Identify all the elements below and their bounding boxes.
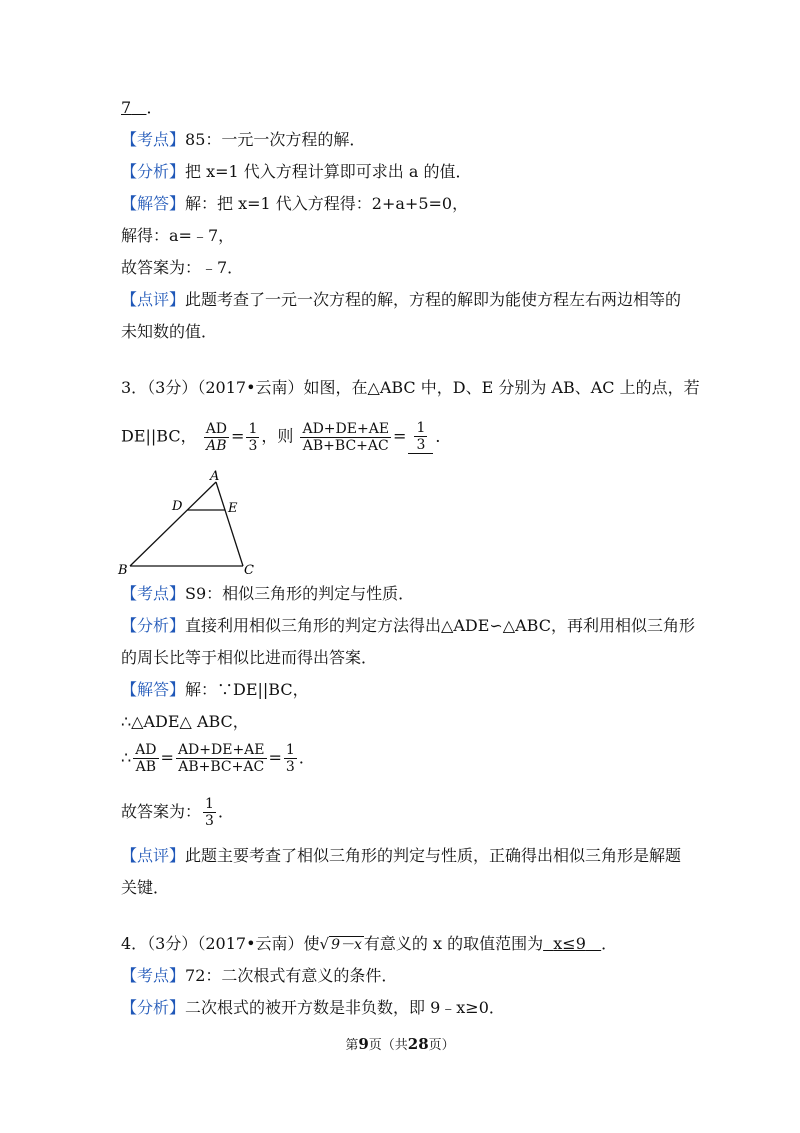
q2-kaodian	[121, 128, 365, 152]
q4-answer-blank: x≤9	[553, 934, 586, 953]
q2-step2: 故答案为：﹣7．	[121, 258, 244, 277]
triangle-figure	[114, 470, 264, 582]
q3-stem: 3．（3分）（2017•云南）如图，在△ABC 中，D、E 分别为 AB、AC 上的点，若	[121, 378, 700, 397]
kaodian-text: 85：一元一次方程的解．	[185, 130, 366, 149]
q4-stem: 4．（3分）（2017•云南）使√ 9－x 有意义的 x 的取值范围为 x≤9 ．	[121, 934, 618, 953]
q2-step1: 解得：a=﹣7，	[121, 226, 235, 245]
kaodian-text: 72：二次根式有意义的条件．	[185, 966, 398, 985]
answer-fragment: 7 ．	[121, 98, 163, 117]
kaodian-tag: 【考点】	[121, 584, 186, 603]
fenxi-tag: 【分析】	[121, 616, 186, 635]
q3-fenxi	[121, 614, 695, 638]
vertex-c: C	[244, 563, 254, 578]
ratio-perimeter: $\frac{AD+DE+AE}{AB+BC+AC}$	[177, 742, 265, 775]
point-e: E	[228, 501, 238, 516]
dianping-tag: 【点评】	[121, 846, 186, 865]
fraction-one-third: $\frac{1}{3}$	[248, 420, 258, 454]
q3-similar: ∴△ADE△ ABC，	[121, 712, 249, 731]
sqrt-expression: 9－x	[331, 937, 362, 953]
q3-ratio: ∴ $\frac{AD}{AB}$ = $\frac{AD+DE+AE}{AB+BC+AC}$ = $\frac{1}{3}$ ．	[121, 742, 315, 775]
side-ab	[130, 482, 216, 566]
jieda-tag: 【解答】	[121, 680, 186, 699]
fraction-perimeter: $\frac{AD+DE+AE}{AB+BC+AC}$	[302, 420, 390, 454]
q2-fenxi	[121, 160, 472, 184]
fenxi-text: 直接利用相似三角形的判定方法得出△ADE∽△ABC，再利用相似三角形	[185, 616, 695, 635]
fenxi-tag: 【分析】	[121, 162, 186, 181]
side-ac	[216, 482, 243, 566]
q3-jieda	[121, 678, 309, 702]
fenxi-text: 把 x=1 代入方程计算即可求出 a 的值．	[185, 162, 472, 181]
q4-fenxi	[121, 996, 505, 1020]
q3-parallel: DE||BC，	[121, 426, 197, 446]
answer-fraction: $\frac{1}{3}$	[408, 420, 433, 454]
q2-jieda	[121, 192, 468, 216]
vertex-b: B	[118, 563, 128, 578]
ratio-one-third: $\frac{1}{3}$	[285, 742, 295, 775]
answer-one-third: $\frac{1}{3}$	[205, 796, 214, 829]
answer-blank: 7	[121, 98, 132, 117]
point-d: D	[172, 499, 183, 514]
dianping-tag: 【点评】	[121, 290, 186, 309]
q4-kaodian	[121, 964, 397, 988]
ratio-ad-ab: $\frac{AD}{AB}$	[135, 742, 157, 775]
q3-dianping	[121, 844, 681, 868]
fenxi-text: 二次根式的被开方数是非负数，即 9﹣x≥0．	[185, 998, 505, 1017]
fenxi-tag: 【分析】	[121, 998, 186, 1017]
page-number: 9	[358, 1035, 369, 1053]
jieda-text: 解：把 x=1 代入方程得：2+a+5=0，	[185, 194, 469, 213]
kaodian-tag: 【考点】	[121, 966, 186, 985]
fraction-ad-ab: $\frac{AD}{AB}$	[205, 420, 228, 454]
q2-dianping-cont: 未知数的值．	[121, 322, 218, 341]
total-pages: 28	[407, 1035, 429, 1053]
jieda-text: 解：∵DE||BC，	[185, 680, 309, 699]
q3-answer: 故答案为： $\frac{1}{3}$ ．	[121, 796, 234, 829]
jieda-tag: 【解答】	[121, 194, 186, 213]
q3-kaodian	[121, 582, 414, 606]
q3-dianping-cont: 关键．	[121, 878, 170, 897]
q3-fenxi-cont: 的周长比等于相似比进而得出答案．	[121, 648, 378, 667]
kaodian-text: S9：相似三角形的判定与性质．	[185, 584, 415, 603]
dianping-text: 此题考查了一元一次方程的解，方程的解即为能使方程左右两边相等的	[185, 290, 682, 309]
kaodian-tag: 【考点】	[121, 130, 186, 149]
dianping-text: 此题主要考查了相似三角形的判定与性质，正确得出相似三角形是解题	[185, 846, 682, 865]
q2-dianping	[121, 288, 681, 312]
vertex-a: A	[210, 470, 220, 484]
q3-condition: DE||BC， $\frac{AD}{AB}$ = $\frac{1}{3}$ ，则 $\frac{AD+DE+AE}{AB+BC+AC}$ = $\frac{1}{3}$ ．	[121, 420, 452, 454]
page-footer: 第9页（共28页）	[345, 1035, 455, 1053]
